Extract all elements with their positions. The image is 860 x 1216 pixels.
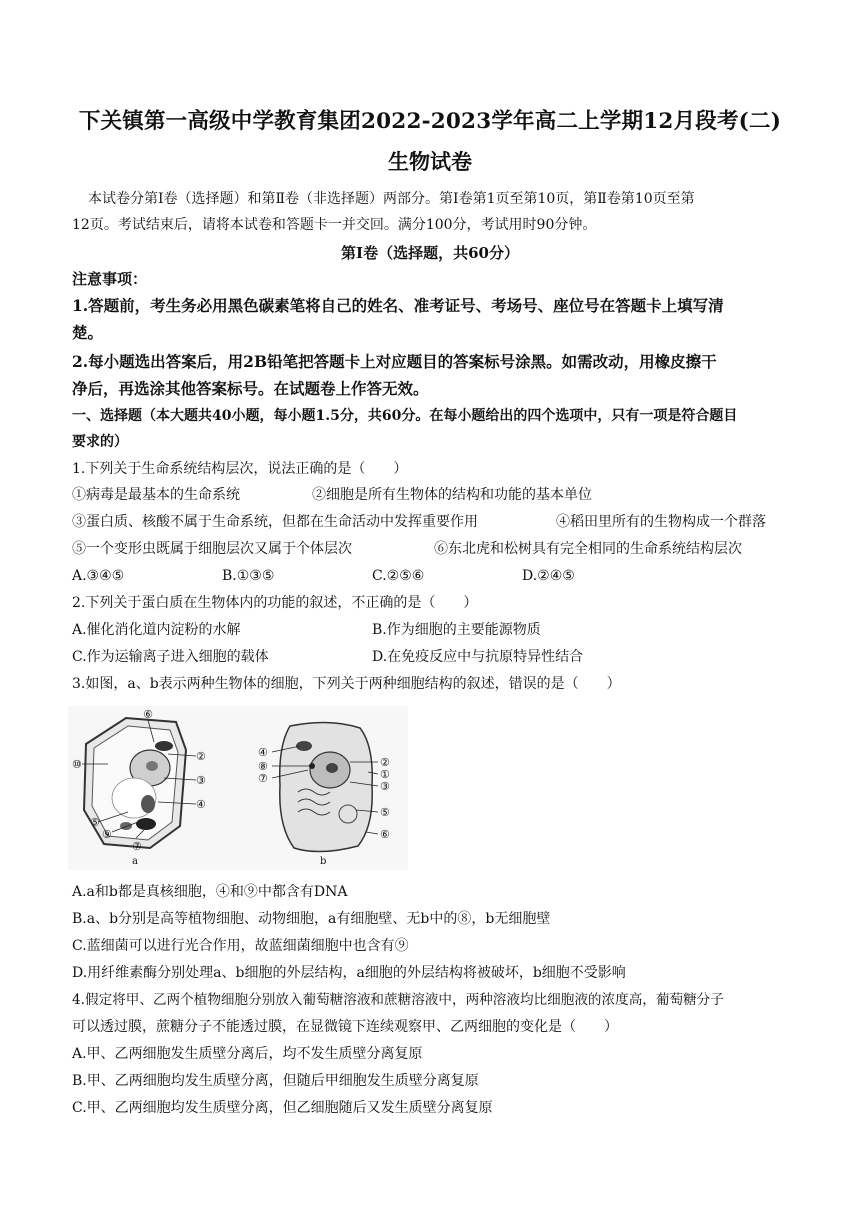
q3-option-a[interactable]: A.a和b都是真核细胞，④和⑨中都含有DNA [72, 884, 348, 900]
q1-statement-3: ③蛋白质、核酸不属于生命系统，但都在生命活动中发挥重要作用 [72, 514, 478, 530]
q4-option-c[interactable]: C.甲、乙两细胞均发生质壁分离，但乙细胞随后又发生质壁分离复原 [72, 1100, 493, 1116]
plant-mark-2: ② [196, 750, 206, 763]
q1-stem: 1.下列关于生命系统结构层次，说法正确的是（ ） [72, 461, 408, 477]
plant-mark-9: ⑨ [102, 828, 112, 841]
q1-option-b[interactable]: B.①③⑤ [222, 568, 275, 584]
intro-line-1: 本试卷分第Ⅰ卷（选择题）和第Ⅱ卷（非选择题）两部分。第Ⅰ卷第1页至第10页，第Ⅱ卷第10页至第 [88, 191, 695, 207]
q1-option-c[interactable]: C.②⑤⑥ [372, 568, 425, 584]
q1-statement-5: ⑤一个变形虫既属于细胞层次又属于个体层次 [72, 541, 352, 557]
q2-option-c[interactable]: C.作为运输离子进入细胞的载体 [72, 649, 269, 665]
animal-cell-label: b [320, 856, 327, 867]
intro-line-2: 12页。考试结束后，请将本试卷和答题卡一并交回。满分100分，考试用时90分钟。 [72, 217, 597, 233]
part1-heading: 第Ⅰ卷（选择题，共60分） [341, 244, 519, 262]
plant-cell-label: a [132, 856, 138, 867]
q3-option-b[interactable]: B.a、b分别是高等植物细胞、动物细胞，a有细胞壁、无b中的⑧，b无细胞壁 [72, 911, 551, 927]
q4-stem: 4.假定将甲、乙两个植物细胞分别放入葡萄糖溶液和蔗糖溶液中，两种溶液均比细胞液的浓度高，葡萄糖分子 [72, 992, 724, 1008]
animal-mark-2: ② [380, 756, 390, 769]
q1-statement-2: ②细胞是所有生物体的结构和功能的基本单位 [312, 487, 592, 503]
q1-statement-4: ④稻田里所有的生物构成一个群落 [556, 514, 766, 530]
plant-mark-5: ⑤ [90, 816, 100, 829]
plant-mark-6: ⑥ [143, 708, 153, 721]
plant-mark-7: ⑦ [132, 840, 142, 853]
notice-item-1-cont: 楚。 [72, 323, 104, 342]
q4-stem-cont: 可以透过膜，蔗糖分子不能透过膜，在显微镜下连续观察甲、乙两细胞的变化是（ ） [72, 1019, 618, 1035]
q3-option-d[interactable]: D.用纤维素酶分别处理a、b细胞的外层结构，a细胞的外层结构将被破坏，b细胞不受影响 [72, 965, 626, 981]
section-heading: 一、选择题（本大题共40小题，每小题1.5分，共60分。在每小题给出的四个选项中，只有一项是符合题目 [72, 408, 738, 424]
q4-option-b[interactable]: B.甲、乙两细胞均发生质壁分离，但随后甲细胞发生质壁分离复原 [72, 1073, 479, 1089]
q1-option-a[interactable]: A.③④⑤ [72, 568, 125, 584]
q1-statement-1: ①病毒是最基本的生命系统 [72, 487, 240, 503]
section-heading-cont: 要求的） [72, 434, 128, 450]
animal-mark-5: ⑤ [380, 806, 390, 819]
animal-cell-b [280, 722, 373, 851]
plant-mark-4: ④ [196, 798, 206, 811]
q2-option-b[interactable]: B.作为细胞的主要能源物质 [372, 622, 541, 638]
animal-mark-1: ① [380, 768, 390, 781]
q1-statement-6: ⑥东北虎和松树具有完全相同的生命系统结构层次 [434, 541, 742, 557]
plant-mark-10: ⑩ [72, 758, 82, 771]
animal-mark-3: ③ [380, 780, 390, 793]
animal-mark-8: ⑧ [258, 760, 268, 773]
animal-mark-4: ④ [258, 746, 268, 759]
q2-option-a[interactable]: A.催化消化道内淀粉的水解 [72, 622, 241, 638]
q3-option-c[interactable]: C.蓝细菌可以进行光合作用，故蓝细菌细胞中也含有⑨ [72, 938, 409, 954]
notice-item-2: 2.每小题选出答案后，用2B铅笔把答题卡上对应题目的答案标号涂黑。如需改动，用橡皮擦干 [72, 352, 717, 371]
q2-option-d[interactable]: D.在免疫反应中与抗原特异性结合 [372, 649, 584, 665]
exam-subtitle: 生物试卷 [388, 149, 472, 174]
exam-title: 下关镇第一高级中学教育集团2022-2023学年高二上学期12月段考(二) [78, 109, 782, 134]
q3-stem: 3.如图，a、b表示两种生物体的细胞，下列关于两种细胞结构的叙述，错误的是（ ） [72, 676, 621, 692]
notice-heading: 注意事项： [72, 270, 148, 288]
q4-option-a[interactable]: A.甲、乙两细胞发生质壁分离后，均不发生质壁分离复原 [72, 1046, 423, 1062]
notice-item-2-cont: 净后，再选涂其他答案标号。在试题卷上作答无效。 [72, 379, 429, 398]
cell-diagram-figure [68, 706, 408, 870]
animal-mark-6: ⑥ [380, 828, 390, 841]
q2-stem: 2.下列关于蛋白质在生物体内的功能的叙述，不正确的是（ ） [72, 595, 478, 611]
plant-mark-3: ③ [196, 774, 206, 787]
notice-item-1: 1.答题前，考生务必用黑色碳素笔将自己的姓名、准考证号、考场号、座位号在答题卡上填写清 [72, 296, 724, 315]
q1-option-d[interactable]: D.②④⑤ [522, 568, 575, 584]
animal-mark-7: ⑦ [258, 772, 268, 785]
